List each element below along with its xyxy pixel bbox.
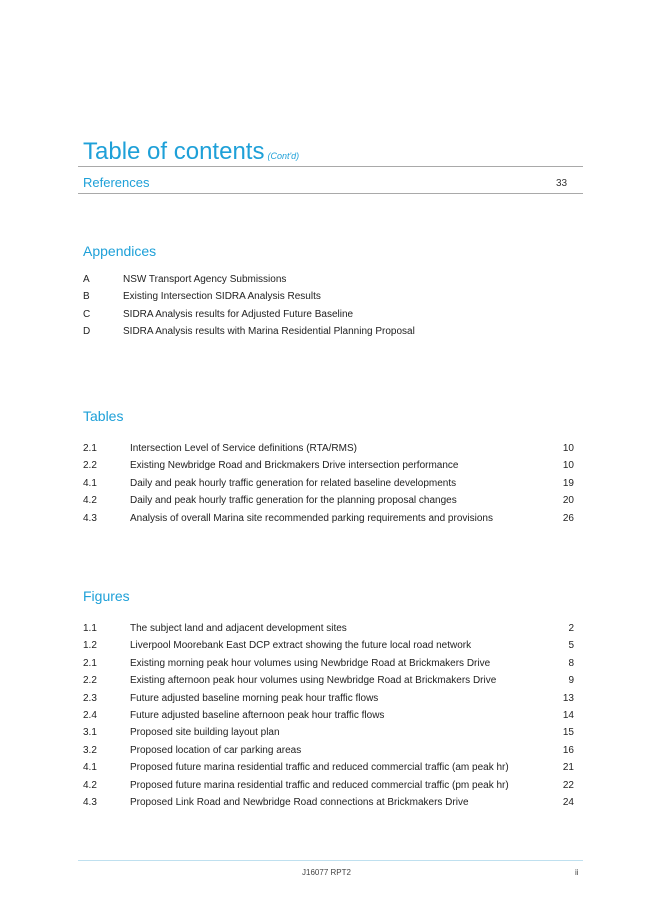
footer-divider bbox=[78, 860, 583, 861]
figure-entry-page: 13 bbox=[562, 692, 574, 704]
appendices-list bbox=[83, 271, 574, 341]
appendix-entry-number: B bbox=[83, 291, 90, 303]
table-entry-title: Intersection Level of Service definitions (RTA/RMS) bbox=[130, 443, 357, 454]
figure-entry-page: 5 bbox=[568, 640, 574, 652]
figure-entry-number: 3.1 bbox=[83, 727, 97, 739]
figure-entry-title: Proposed Link Road and Newbridge Road connections at Brickmakers Drive bbox=[130, 796, 469, 808]
appendix-entry-title: NSW Transport Agency Submissions bbox=[123, 274, 287, 285]
appendix-entry-number: D bbox=[83, 326, 91, 338]
figure-entry-page: 2 bbox=[568, 623, 574, 634]
table-entry-page: 19 bbox=[562, 477, 574, 489]
table-entry-number: 2.2 bbox=[83, 460, 97, 472]
table-entry-page: 10 bbox=[562, 443, 574, 454]
figure-entry-title: Liverpool Moorebank East DCP extract showing the future local road network bbox=[130, 640, 472, 652]
figure-entry[interactable] bbox=[83, 620, 574, 637]
appendix-entry[interactable] bbox=[83, 288, 574, 305]
figure-entry-title: Existing morning peak hour volumes using Newbridge Road at Brickmakers Drive bbox=[130, 657, 491, 669]
appendix-entry-title: SIDRA Analysis results with Marina Residential Planning Proposal bbox=[123, 326, 415, 338]
figure-entry-number: 2.2 bbox=[83, 675, 97, 687]
figure-entry-number: 4.3 bbox=[83, 796, 97, 808]
figure-entry-title: Future adjusted baseline afternoon peak hour traffic flows bbox=[130, 709, 385, 721]
table-entry-title: Daily and peak hourly traffic generation for related baseline developments bbox=[130, 477, 457, 489]
figure-entry-page: 16 bbox=[562, 744, 574, 756]
figure-entry[interactable] bbox=[83, 655, 574, 672]
figure-entry-title: Future adjusted baseline morning peak hour traffic flows bbox=[130, 692, 379, 704]
divider-bottom bbox=[78, 193, 583, 194]
figure-entry[interactable] bbox=[83, 672, 574, 689]
table-entry-number: 2.1 bbox=[83, 443, 97, 454]
appendix-entry-number: C bbox=[83, 308, 91, 320]
figure-entry-title: Existing afternoon peak hour volumes using Newbridge Road at Brickmakers Drive bbox=[130, 675, 497, 687]
figure-entry-number: 2.3 bbox=[83, 692, 97, 704]
figure-entry-page: 24 bbox=[562, 796, 574, 808]
tables-heading: Tables bbox=[83, 408, 124, 424]
table-entry[interactable] bbox=[83, 475, 574, 492]
appendix-entry[interactable] bbox=[83, 323, 574, 340]
figure-entry[interactable] bbox=[83, 637, 574, 654]
figure-entry[interactable] bbox=[83, 742, 574, 759]
references-link[interactable]: References bbox=[83, 175, 150, 190]
figure-entry-number: 2.1 bbox=[83, 657, 97, 669]
title-contd: (Cont'd) bbox=[267, 151, 300, 161]
table-entry[interactable] bbox=[83, 440, 574, 457]
appendix-entry[interactable] bbox=[83, 271, 574, 288]
table-entry-page: 20 bbox=[562, 495, 574, 507]
appendix-entry[interactable] bbox=[83, 306, 574, 323]
table-entry-page: 26 bbox=[562, 512, 574, 524]
figure-entry[interactable] bbox=[83, 707, 574, 724]
figure-entry-title: Proposed location of car parking areas bbox=[130, 744, 302, 756]
appendix-entry-title: SIDRA Analysis results for Adjusted Future Baseline bbox=[123, 308, 354, 320]
figure-entry-title: Proposed future marina residential traffic and reduced commercial traffic (pm peak hr) bbox=[130, 779, 509, 791]
figure-entry-page: 14 bbox=[562, 709, 574, 721]
figure-entry[interactable] bbox=[83, 777, 574, 794]
tables-list bbox=[83, 440, 574, 527]
figure-entry-number: 2.4 bbox=[83, 709, 97, 721]
figure-entry-number: 4.1 bbox=[83, 762, 97, 774]
table-entry-number: 4.1 bbox=[83, 477, 97, 489]
figure-entry-page: 8 bbox=[568, 657, 574, 669]
table-entry-number: 4.2 bbox=[83, 495, 97, 507]
divider-top bbox=[78, 166, 583, 167]
figure-entry[interactable] bbox=[83, 759, 574, 776]
figure-entry-title: Proposed site building layout plan bbox=[130, 727, 280, 739]
figure-entry-page: 21 bbox=[562, 762, 574, 774]
appendix-entry-title: Existing Intersection SIDRA Analysis Results bbox=[123, 291, 321, 303]
figure-entry[interactable] bbox=[83, 794, 574, 811]
table-entry[interactable] bbox=[83, 510, 574, 527]
references-page: 33 bbox=[556, 178, 568, 189]
figure-entry-number: 1.1 bbox=[83, 623, 97, 634]
figure-entry-number: 4.2 bbox=[83, 779, 97, 791]
table-entry-number: 4.3 bbox=[83, 512, 97, 524]
figure-entry[interactable] bbox=[83, 690, 574, 707]
table-entry[interactable] bbox=[83, 492, 574, 509]
footer-page-number: ii bbox=[575, 868, 579, 877]
figure-entry[interactable] bbox=[83, 724, 574, 741]
figure-entry-title: Proposed future marina residential traffic and reduced commercial traffic (am peak hr) bbox=[130, 762, 509, 774]
figure-entry-page: 15 bbox=[562, 727, 574, 739]
footer-document-ref: J16077 RPT2 bbox=[302, 868, 351, 877]
figure-entry-page: 22 bbox=[562, 779, 574, 791]
appendices-heading: Appendices bbox=[83, 243, 157, 259]
figure-entry-number: 3.2 bbox=[83, 744, 97, 756]
table-entry-title: Analysis of overall Marina site recommended parking requirements and provisions bbox=[130, 512, 493, 524]
table-entry-title: Existing Newbridge Road and Brickmakers Drive intersection performance bbox=[130, 460, 459, 472]
figures-list bbox=[83, 620, 574, 811]
appendix-entry-number: A bbox=[83, 274, 90, 285]
table-entry-page: 10 bbox=[562, 460, 574, 472]
page-title-text: Table of contents bbox=[83, 138, 265, 165]
figure-entry-number: 1.2 bbox=[83, 640, 97, 652]
figure-entry-page: 9 bbox=[568, 675, 574, 687]
table-entry-title: Daily and peak hourly traffic generation for the planning proposal changes bbox=[130, 495, 457, 507]
figure-entry-title: The subject land and adjacent development sites bbox=[130, 623, 347, 634]
figures-heading: Figures bbox=[83, 588, 130, 604]
table-entry[interactable] bbox=[83, 457, 574, 474]
